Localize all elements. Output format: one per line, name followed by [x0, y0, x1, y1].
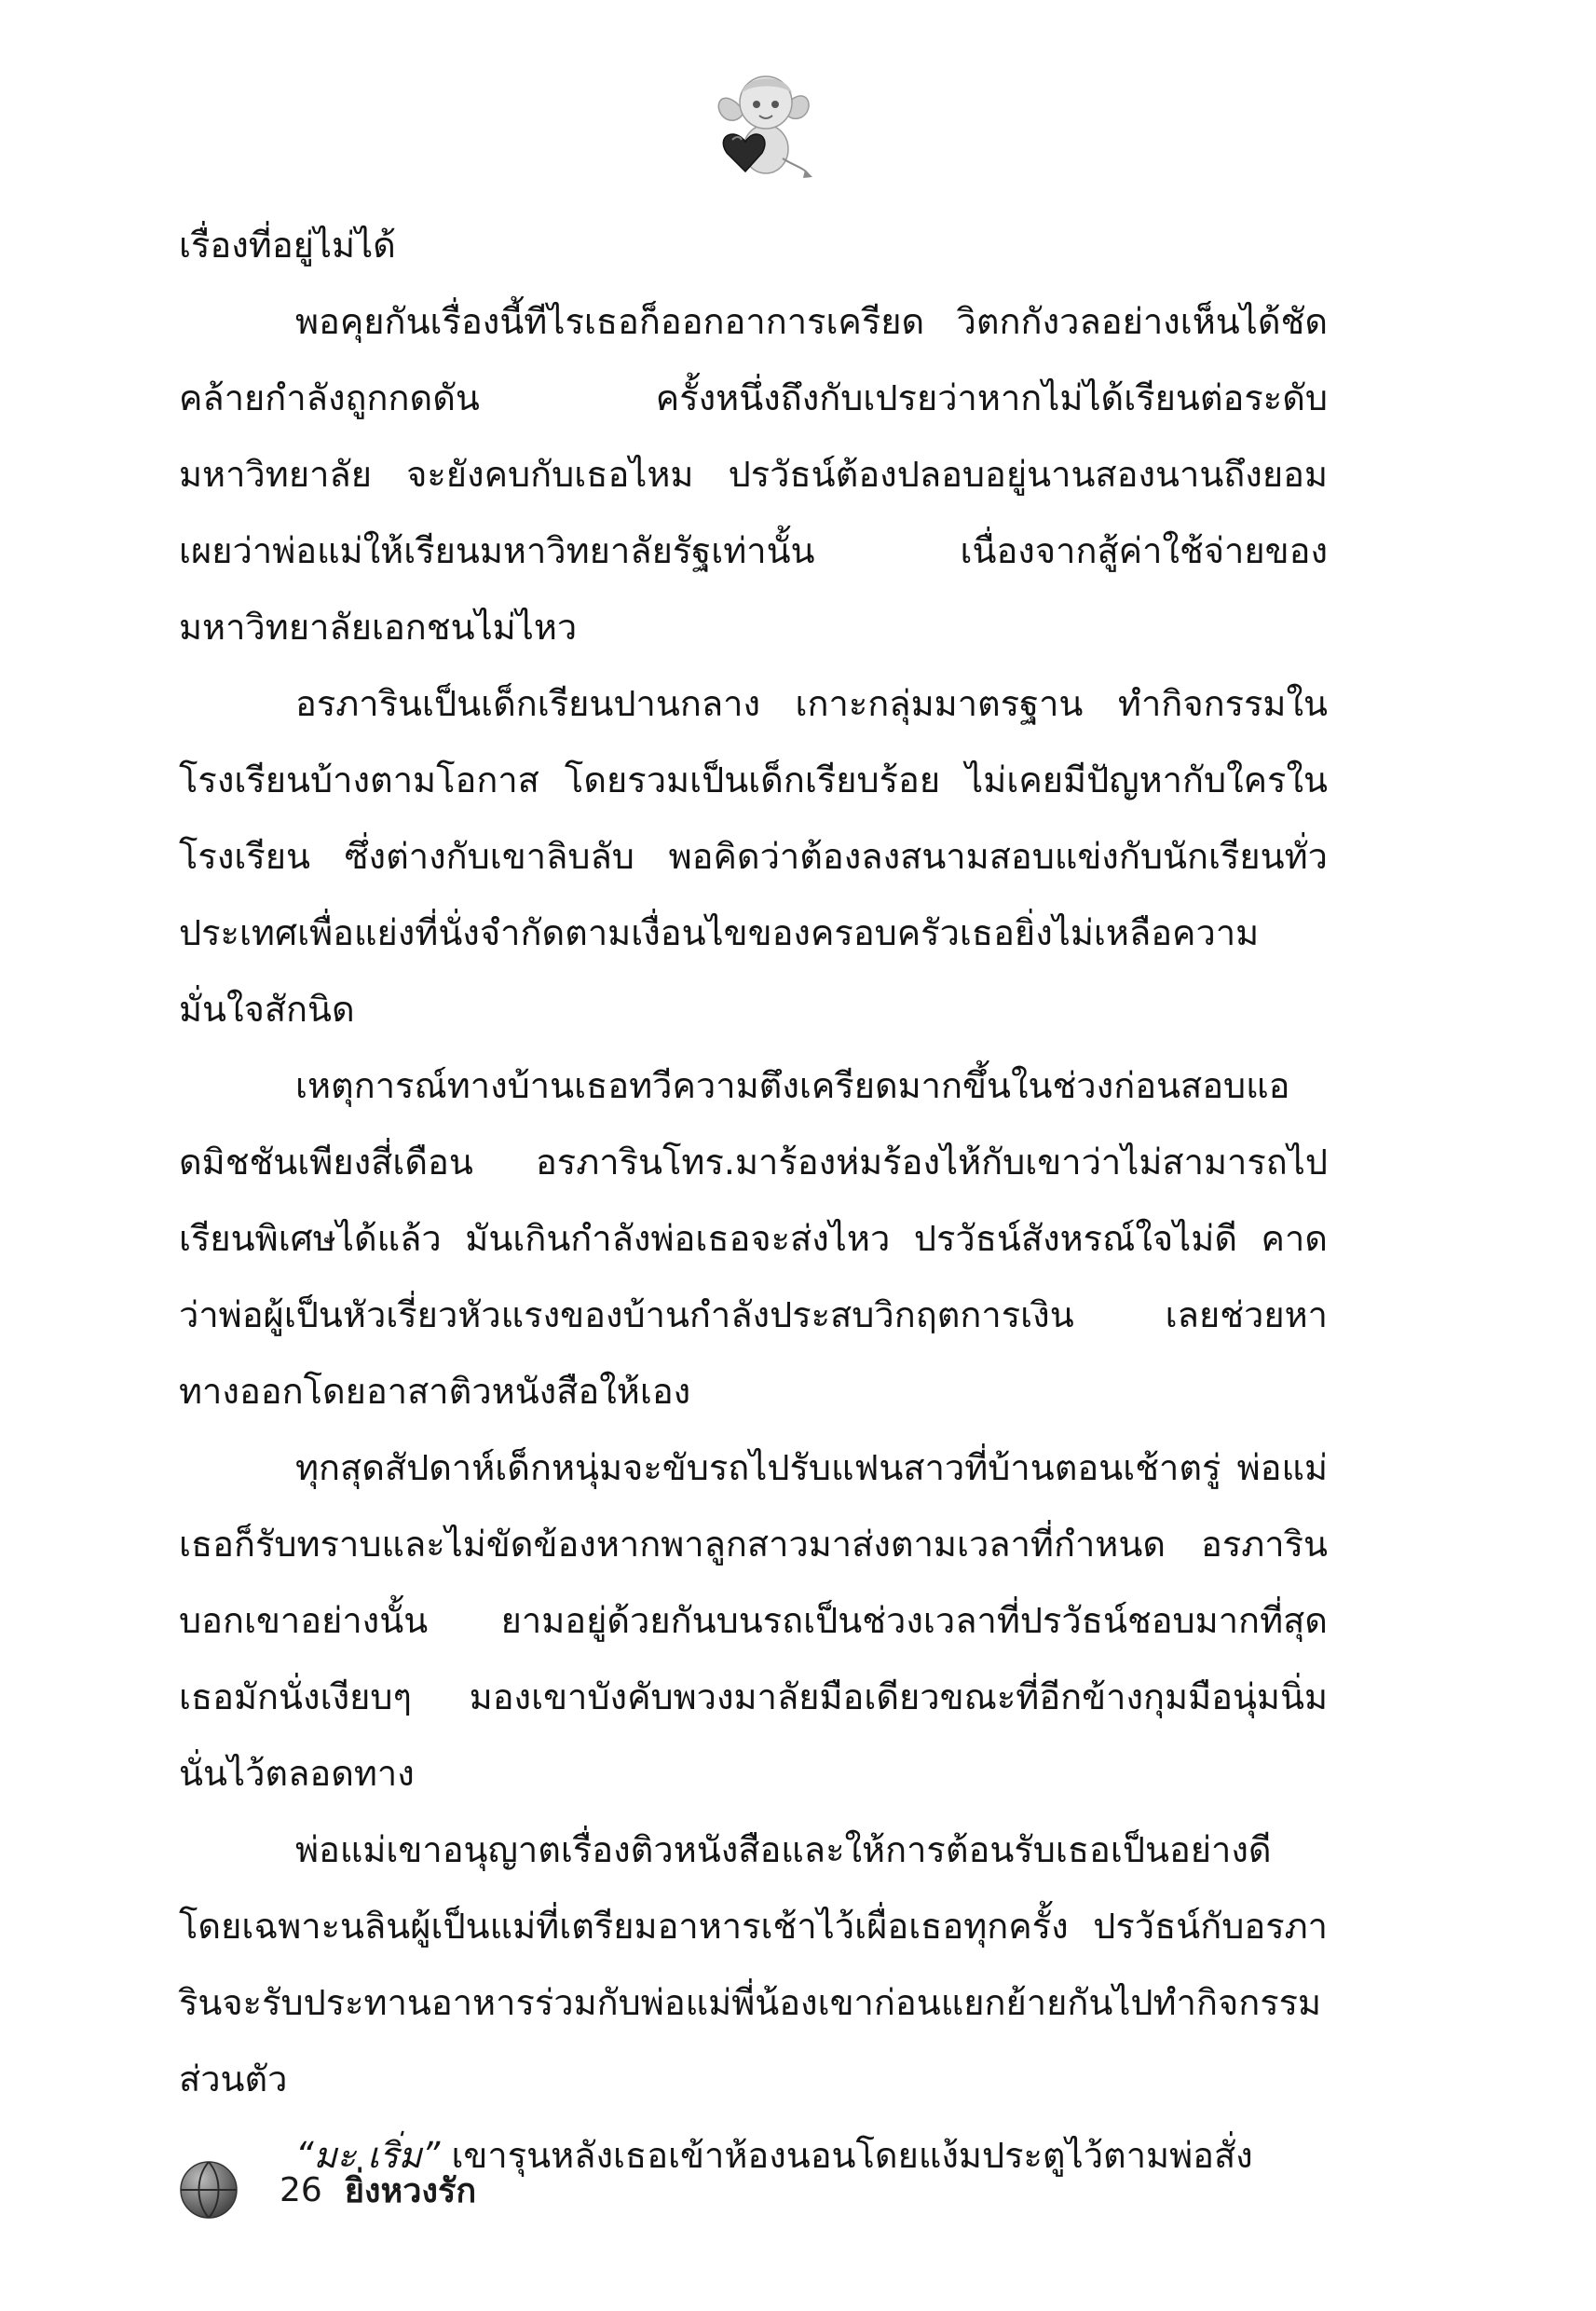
paragraph-text: เขารุนหลังเธอเข้าห้องนอนโดยแง้มประตูไว้ตามพ่อสั่ง [440, 2135, 1253, 2176]
paragraph: พอคุยกันเรื่องนี้ทีไรเธอก็ออกอาการเครียด วิตกกังวลอย่างเห็นได้ชัดคล้ายกำลังถูกกดดัน ครั้งหนึ่งถึงกับเปรยว่าหากไม่ได้เรียนต่อระดับมหาวิทยาลัย จะยังคบกับเธอไหม ปรวัธน์ต้องปลอบอยู่นานสองนานถึงยอมเผยว่าพ่อแม่ให้เรียนมหาวิทยาลัยรัฐเท่านั้น เนื่องจากสู้ค่าใช้จ่ายของมหาวิทยาลัยเอกชนไม่ไหว [179, 301, 1328, 648]
page-body [179, 207, 1328, 2176]
paragraph: เหตุการณ์ทางบ้านเธอทวีความตึงเครียดมากขึ้นในช่วงก่อนสอบแอดมิชชันเพียงสี่เดือน อรภารินโทร.มาร้องห่มร้องไห้กับเขาว่าไม่สามารถไปเรียนพิเศษได้แล้ว มันเกินกำลังพ่อเธอจะส่งไหว ปรวัธน์สังหรณ์ใจไม่ดี คาดว่าพ่อผู้เป็นหัวเรี่ยวหัวแรงของบ้านกำลังประสบวิกฤตการเงิน เลยช่วยหาทางออกโดยอาสาติวหนังสือให้เอง [179, 1065, 1328, 1412]
paragraph: อรภารินเป็นเด็กเรียนปานกลาง เกาะกลุ่มมาตรฐาน ทำกิจกรรมในโรงเรียนบ้างตามโอกาส โดยรวมเป็นเด็กเรียบร้อย ไม่เคยมีปัญหากับใครในโรงเรียน ซึ่งต่างกับเขาลิบลับ พอคิดว่าต้องลงสนามสอบแข่งกับนักเรียนทั่วประเทศเพื่อแย่งที่นั่งจำกัดตามเงื่อนไขของครอบครัวเธอยิ่งไม่เหลือความมั่นใจสักนิด [179, 683, 1328, 1030]
dialogue-quote: “มะ เริ่ม” [295, 2135, 441, 2176]
paragraph: พ่อแม่เขาอนุญาตเรื่องติวหนังสือและให้การต้อนรับเธอเป็นอย่างดี โดยเฉพาะนลินผู้เป็นแม่ที่เตรียมอาหารเช้าไว้เผื่อเธอทุกครั้ง ปรวัธน์กับอรภารินจะรับประทานอาหารร่วมกับพ่อแม่พี่น้องเขาก่อนแยกย้ายกันไปทำกิจกรรมส่วนตัว [179, 1829, 1328, 2099]
paragraph: เรื่องที่อยู่ไม่ได้ [179, 225, 396, 266]
basketball-icon [179, 2160, 239, 2220]
page-number: 26 [280, 2170, 322, 2209]
book-title: ยิ่งหวงรัก [344, 2171, 477, 2210]
paragraph: ทุกสุดสัปดาห์เด็กหนุ่มจะขับรถไปรับแฟนสาวที่บ้านตอนเช้าตรู่ พ่อแม่เธอก็รับทราบและไม่ขัดข้องหากพาลูกสาวมาส่งตามเวลาที่กำหนด อรภารินบอกเขาอย่างนั้น ยามอยู่ด้วยกันบนรถเป็นช่วงเวลาที่ปรวัธน์ชอบมากที่สุด เธอมักนั่งเงียบๆ มองเขาบังคับพวงมาลัยมือเดียวขณะที่อีกข้างกุมมือนุ่มนิ่มนั่นไว้ตลอดทาง [179, 1447, 1328, 1794]
cupid-holding-heart-icon [708, 65, 820, 182]
page-footer [179, 2157, 476, 2222]
